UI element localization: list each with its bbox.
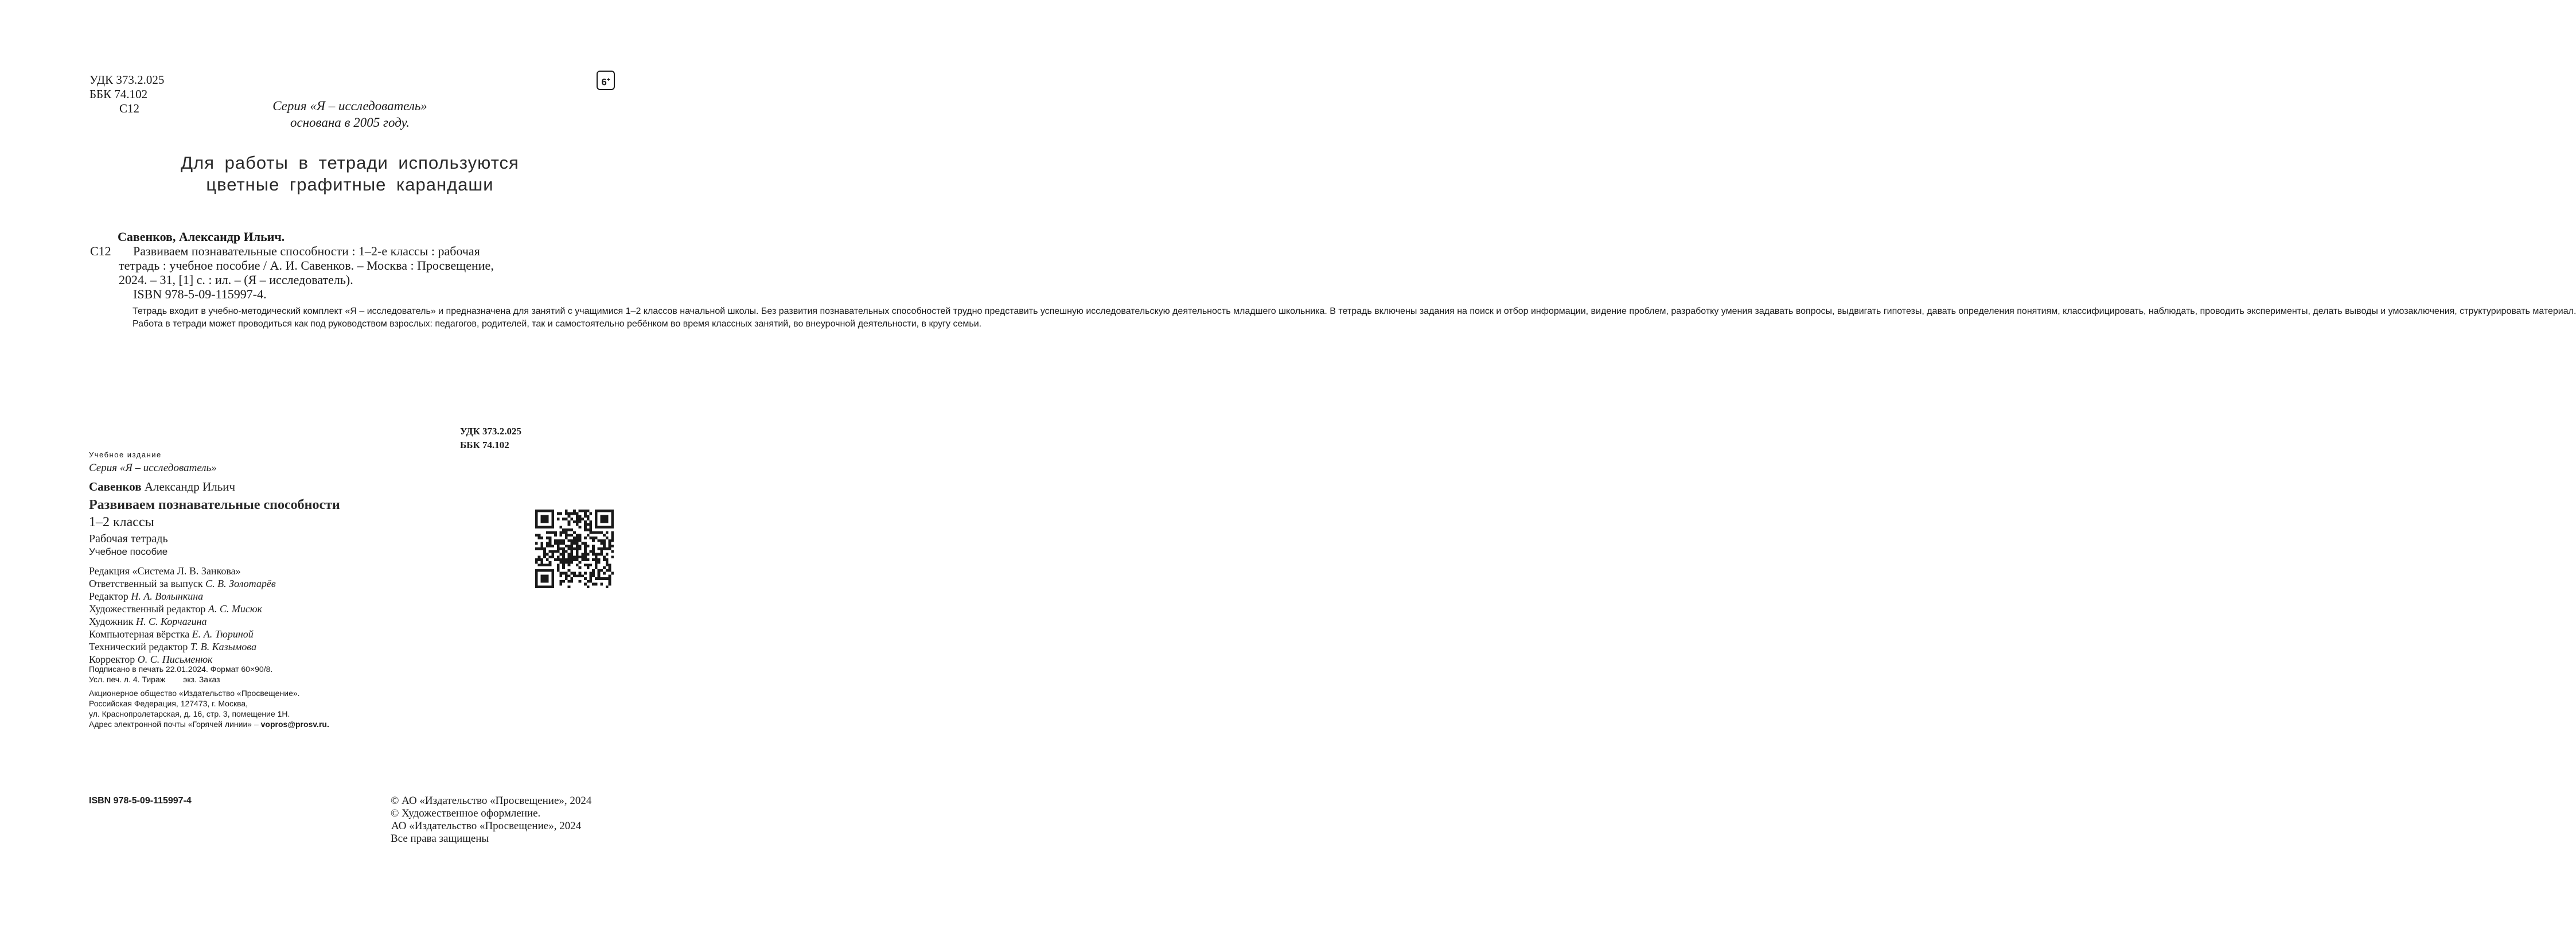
credit-role: Редакция — [89, 565, 130, 577]
copyright-line: АО «Издательство «Просвещение», 2024 — [391, 820, 582, 832]
imprint-address-line2: ул. Краснопролетарская, д. 16, стр. 3, помещение 1Н. — [89, 709, 290, 718]
author-surname: Савенков — [89, 480, 142, 493]
qr-code-icon[interactable] — [535, 510, 614, 588]
edition-title: Развиваем познавательные способности — [89, 497, 340, 512]
rights-reserved: Все права защищены — [391, 833, 489, 845]
author-name: Александр Ильич — [144, 480, 236, 493]
pencils-note-line1: Для работы в тетради используются — [181, 153, 519, 173]
credit-name: Е. А. Тюриной — [192, 628, 254, 640]
credit-name: А. С. Мисюк — [208, 603, 263, 615]
credit-name: О. С. Письменюк — [137, 654, 213, 665]
copyright-line: © АО «Издательство «Просвещение», 2024 — [391, 795, 592, 807]
isbn-footer: ISBN 978-5-09-115997-4 — [89, 796, 192, 806]
credits-list — [89, 565, 276, 666]
age-rating-plus: + — [606, 77, 610, 83]
series-note-line1: Серия «Я – исследователь» — [272, 99, 427, 113]
annotation-paragraph: Работа в тетради может проводиться как под руководством взрослых: педагогов, родителей, так и самостоятельно ребёнком во время классных занятий, во внеурочной деятельности, в кругу семьи. — [132, 319, 982, 329]
bibliographic-description — [119, 244, 540, 301]
imprint-publisher: Акционерное общество «Издательство «Просвещение». — [89, 689, 300, 698]
imprint-signed: Подписано в печать 22.01.2024. Формат 60×90/8. — [89, 664, 273, 674]
copyright-line: © Художественное оформление. — [391, 807, 541, 819]
imprint-email-line — [89, 719, 329, 729]
credit-role: Компьютерная вёрстка — [89, 628, 190, 640]
udk-code: УДК 373.2.025 — [460, 426, 522, 437]
pencils-note-line2: цветные графитные карандаши — [206, 174, 494, 195]
credit-name: Н. А. Волынкина — [131, 590, 204, 602]
udk-block-top — [89, 73, 164, 116]
copyright-block — [391, 795, 591, 845]
bib-line2: тетрадь : учебное пособие / А. И. Савенков. – Москва : Просвещение, — [119, 258, 494, 273]
bibliographic-code: С12 — [90, 244, 111, 258]
edition-type: Рабочая тетрадь — [89, 532, 168, 545]
credit-role: Редактор — [89, 590, 128, 602]
edition-subtype: Учебное пособие — [89, 546, 168, 557]
author-mark: С12 — [119, 102, 140, 115]
credit-line — [89, 565, 276, 577]
credit-role: Художник — [89, 616, 134, 627]
classification-block — [460, 425, 521, 452]
email-label: Адрес электронной почты «Горячей линии» – — [89, 720, 259, 729]
imprint-print-sheets: Усл. печ. л. 4. Тираж экз. Заказ — [89, 675, 220, 684]
email-link[interactable]: vopros@prosv.ru. — [260, 720, 329, 729]
credit-line — [89, 577, 276, 590]
credit-name: С. В. Золотарёв — [205, 578, 276, 589]
annotation — [89, 305, 2576, 331]
credit-name: Т. В. Казымова — [190, 641, 257, 652]
credit-line — [89, 628, 276, 640]
edition-author — [89, 480, 235, 494]
edition-grades: 1–2 классы — [89, 515, 154, 530]
series-note-line2: основана в 2005 году. — [290, 115, 410, 130]
credit-role: Технический редактор — [89, 641, 188, 652]
age-rating-badge — [597, 71, 615, 90]
credit-line — [89, 590, 276, 603]
bib-line1: Развиваем познавательные способности : 1–2-е классы : рабочая — [133, 244, 480, 258]
credit-role: Ответственный за выпуск — [89, 578, 203, 589]
bib-isbn: ISBN 978-5-09-115997-4. — [133, 287, 267, 301]
bbk-code: ББК 74.102 — [460, 440, 509, 450]
imprint-address-line1: Российская Федерация, 127473, г. Москва, — [89, 699, 248, 708]
credit-role: Корректор — [89, 654, 135, 665]
edition-kind: Учебное издание — [89, 450, 162, 459]
credit-name: Н. С. Корчагина — [135, 616, 207, 627]
pencils-note — [126, 152, 574, 196]
edition-series: Серия «Я – исследователь» — [89, 462, 217, 474]
imprint — [89, 664, 329, 729]
credit-line — [89, 640, 276, 653]
bbk-code: ББК 74.102 — [89, 87, 148, 101]
credit-name: «Система Л. В. Занкова» — [132, 565, 241, 577]
annotation-paragraph: Тетрадь входит в учебно-методический комплект «Я – исследователь» и предназначена для занятий с учащимися 1–2 классов начальной школы. Без развития познавательных способностей трудно представить успешную исследовательскую деятельность младшего школьника. В тетрадь включены задания на поиск и отбор информации, видение проблем, разработку умения задавать вопросы, выдвигать гипотезы, давать определения понятиям, классифицировать, наблюдать, проводить эксперименты, делать выводы и умозаключения, структурировать материал. — [132, 306, 2576, 316]
series-founded-note — [229, 98, 470, 131]
age-rating-value: 6 — [601, 76, 607, 88]
credit-role: Художественный редактор — [89, 603, 206, 615]
udk-code: УДК 373.2.025 — [89, 73, 165, 87]
bib-line3: 2024. – 31, [1] с. : ил. – (Я – исследователь). — [119, 273, 353, 287]
credit-line — [89, 615, 276, 628]
bibliographic-author: Савенков, Александр Ильич. — [118, 230, 285, 244]
credit-line — [89, 603, 276, 615]
